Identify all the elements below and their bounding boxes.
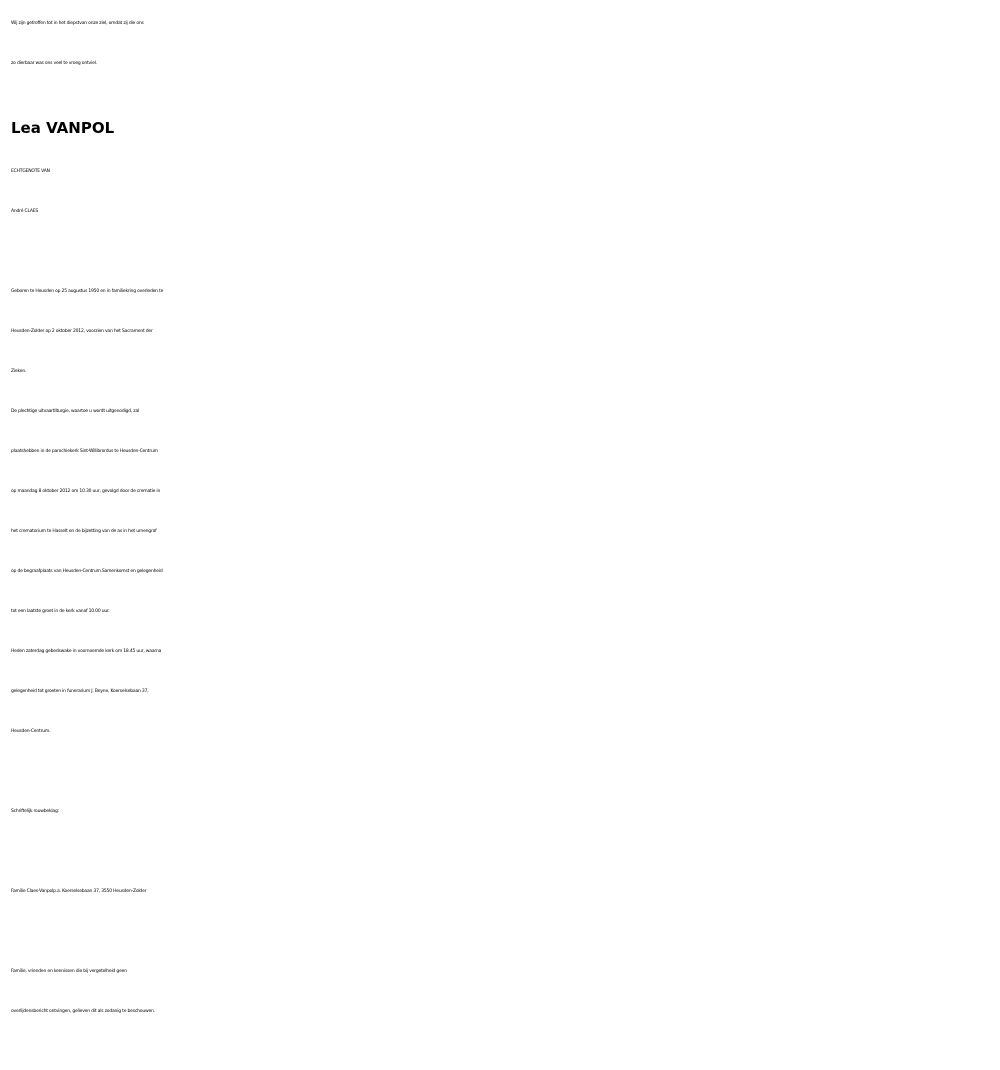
body-line: Heusden-Centrum. bbox=[11, 729, 51, 734]
notice-body bbox=[11, 272, 1000, 752]
verse-line-2: zo dierbaar was ons veel te vroeg ontviel. bbox=[11, 61, 97, 66]
spouse-name: André CLAES bbox=[11, 209, 39, 214]
body-line: De plechtige uitvaartliturgie, waartoe u wordt uitgenodigd, zal bbox=[11, 409, 140, 414]
body-line: op maandag 8 oktober 2012 om 10.30 uur, gevolgd door de crematie in bbox=[11, 489, 161, 494]
deceased-name: Lea VANPOL bbox=[11, 119, 115, 137]
closing-line-2: overlijdensbericht ontvingen, gelieven dit als zodanig te beschouwen. bbox=[11, 1009, 155, 1014]
spacer bbox=[11, 912, 1000, 952]
body-line: plaatshebben in de parochiekerk Sint-Willibrordus te Heusden-Centrum bbox=[11, 449, 158, 454]
spacer bbox=[11, 752, 1000, 792]
condolence-label: Schriftelijk rouwbeklag: bbox=[11, 809, 59, 814]
body-line: Zieken. bbox=[11, 369, 27, 374]
verse bbox=[11, 4, 1000, 84]
relation-label: ECHTGENOTE VAN bbox=[11, 169, 50, 174]
condolence-address: Familie Claes-Vanpolp.a. Koerselsebaan 37, 3550 Heusden-Zolder bbox=[11, 889, 147, 894]
closing-note bbox=[11, 952, 1000, 1032]
body-line: Heusden-Zolder op 2 oktober 2012, voorzien van het Sacrament der bbox=[11, 329, 153, 334]
spacer bbox=[11, 232, 1000, 272]
body-line: Heden zaterdag gebedswake in voornoemde kerk om 18.45 uur, waarna bbox=[11, 649, 162, 654]
body-line: tot een laatste groet in de kerk vanaf 10.00 uur. bbox=[11, 609, 110, 614]
verse-line-1: Wij zijn getroffen tot in het diepstvan onze ziel, omdat zij die ons bbox=[11, 21, 144, 26]
body-line: op de begraafplaats van Heusden-Centrum.Samenkomst en gelegenheid bbox=[11, 569, 163, 574]
spacer bbox=[11, 832, 1000, 872]
body-line: het crematorium te Hasselt en de bijzetting van de as in het urnengraf bbox=[11, 529, 157, 534]
closing-line-1: Familie, vrienden en kennissen die bij vergetelheid geen bbox=[11, 969, 127, 974]
body-line: Geboren te Heusden op 25 augustus 1950 en in familiekring overleden te bbox=[11, 289, 164, 294]
body-line: gelegenheid tot groeten in funerarium J. Beyne, Koerselsebaan 37, bbox=[11, 689, 149, 694]
